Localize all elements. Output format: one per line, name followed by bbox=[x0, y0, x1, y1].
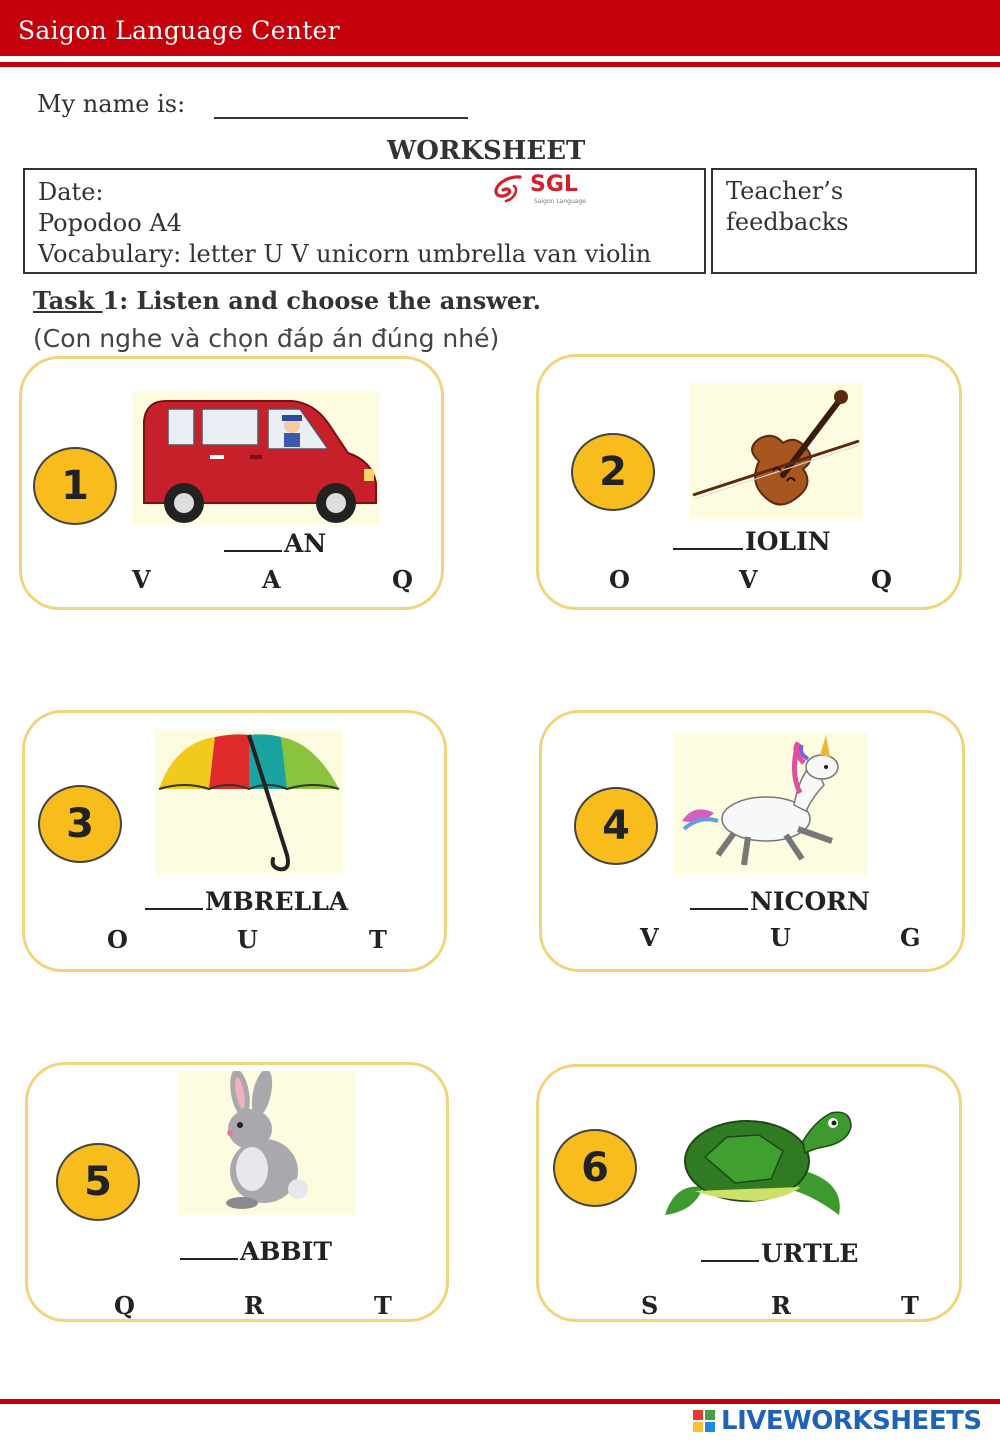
question-card-3 bbox=[22, 710, 447, 972]
word-blank-5: ABBIT bbox=[180, 1237, 332, 1266]
option-q[interactable]: Q bbox=[114, 1291, 135, 1320]
option-r[interactable]: R bbox=[771, 1291, 791, 1320]
header-divider bbox=[0, 62, 1000, 67]
option-t[interactable]: T bbox=[369, 925, 387, 954]
name-label: My name is: bbox=[37, 90, 186, 118]
question-card-2 bbox=[536, 354, 962, 610]
option-t[interactable]: T bbox=[374, 1291, 392, 1320]
logo-square-icon bbox=[705, 1410, 715, 1420]
option-o[interactable]: O bbox=[609, 565, 630, 594]
header-title: Saigon Language Center bbox=[18, 16, 340, 45]
question-number-badge: 1 bbox=[33, 447, 117, 525]
task-title-rest: 1: Listen and choose the answer. bbox=[102, 286, 541, 315]
worksheet-title: WORKSHEET bbox=[387, 136, 586, 166]
question-card-4 bbox=[539, 710, 965, 972]
vocabulary-line: Vocabulary: letter U V unicorn umbrella van violin bbox=[38, 240, 652, 268]
answer-blank[interactable] bbox=[145, 908, 203, 910]
option-g[interactable]: G bbox=[900, 923, 921, 952]
feedback-label: Teacher’s feedbacks bbox=[726, 177, 849, 236]
question-number-badge: 5 bbox=[56, 1143, 140, 1221]
task-subtitle: (Con nghe và chọn đáp án đúng nhé) bbox=[33, 324, 500, 353]
question-number-badge: 6 bbox=[553, 1129, 637, 1207]
feedback-box bbox=[711, 168, 977, 274]
option-u[interactable]: U bbox=[237, 925, 258, 954]
answer-blank[interactable] bbox=[690, 908, 748, 910]
question-number-badge: 2 bbox=[571, 433, 655, 511]
date-label: Date: bbox=[38, 178, 104, 206]
word-blank-1: AN bbox=[224, 529, 326, 558]
option-r[interactable]: R bbox=[244, 1291, 264, 1320]
option-v[interactable]: V bbox=[640, 923, 659, 952]
liveworksheets-text: LIVEWORKSHEETS bbox=[721, 1406, 982, 1436]
sgl-swoosh-icon bbox=[492, 174, 528, 204]
answer-blank[interactable] bbox=[701, 1260, 759, 1262]
question-number-badge: 4 bbox=[574, 787, 658, 865]
header-bar bbox=[0, 0, 1000, 56]
question-card-5 bbox=[25, 1062, 449, 1322]
answer-blank[interactable] bbox=[180, 1258, 238, 1260]
option-v[interactable]: V bbox=[739, 565, 758, 594]
name-input-line[interactable] bbox=[214, 117, 468, 119]
umbrella-image bbox=[155, 729, 343, 875]
unicorn-image bbox=[674, 733, 868, 875]
option-q[interactable]: Q bbox=[871, 565, 892, 594]
logo-square-icon bbox=[693, 1422, 703, 1432]
option-t[interactable]: T bbox=[901, 1291, 919, 1320]
van-image bbox=[132, 391, 380, 525]
logo-square-icon bbox=[705, 1422, 715, 1432]
logo-text: SGL bbox=[530, 172, 578, 197]
option-a[interactable]: A bbox=[262, 565, 281, 594]
course-name: Popodoo A4 bbox=[38, 209, 182, 237]
task-title-prefix: Task bbox=[33, 286, 103, 315]
task-title bbox=[33, 286, 541, 315]
answer-blank[interactable] bbox=[224, 550, 282, 552]
turtle-image bbox=[655, 1087, 855, 1233]
option-v[interactable]: V bbox=[132, 565, 151, 594]
option-s[interactable]: S bbox=[641, 1291, 659, 1320]
sgl-logo bbox=[492, 172, 592, 208]
word-blank-2: IOLIN bbox=[673, 527, 831, 556]
logo-subtitle: Saigon Language bbox=[534, 198, 586, 205]
answer-blank[interactable] bbox=[673, 548, 743, 550]
violin-image bbox=[689, 383, 863, 519]
option-u[interactable]: U bbox=[770, 923, 791, 952]
word-blank-3: MBRELLA bbox=[145, 887, 348, 916]
info-box bbox=[23, 168, 706, 274]
logo-square-icon bbox=[693, 1410, 703, 1420]
question-number-badge: 3 bbox=[38, 785, 122, 863]
word-blank-6: URTLE bbox=[701, 1239, 858, 1268]
question-card-1 bbox=[19, 356, 444, 610]
rabbit-image bbox=[178, 1071, 356, 1215]
question-card-6 bbox=[536, 1064, 962, 1322]
word-blank-4: NICORN bbox=[690, 887, 870, 916]
option-q[interactable]: Q bbox=[392, 565, 413, 594]
liveworksheets-logo[interactable] bbox=[693, 1404, 993, 1440]
option-o[interactable]: O bbox=[107, 925, 128, 954]
